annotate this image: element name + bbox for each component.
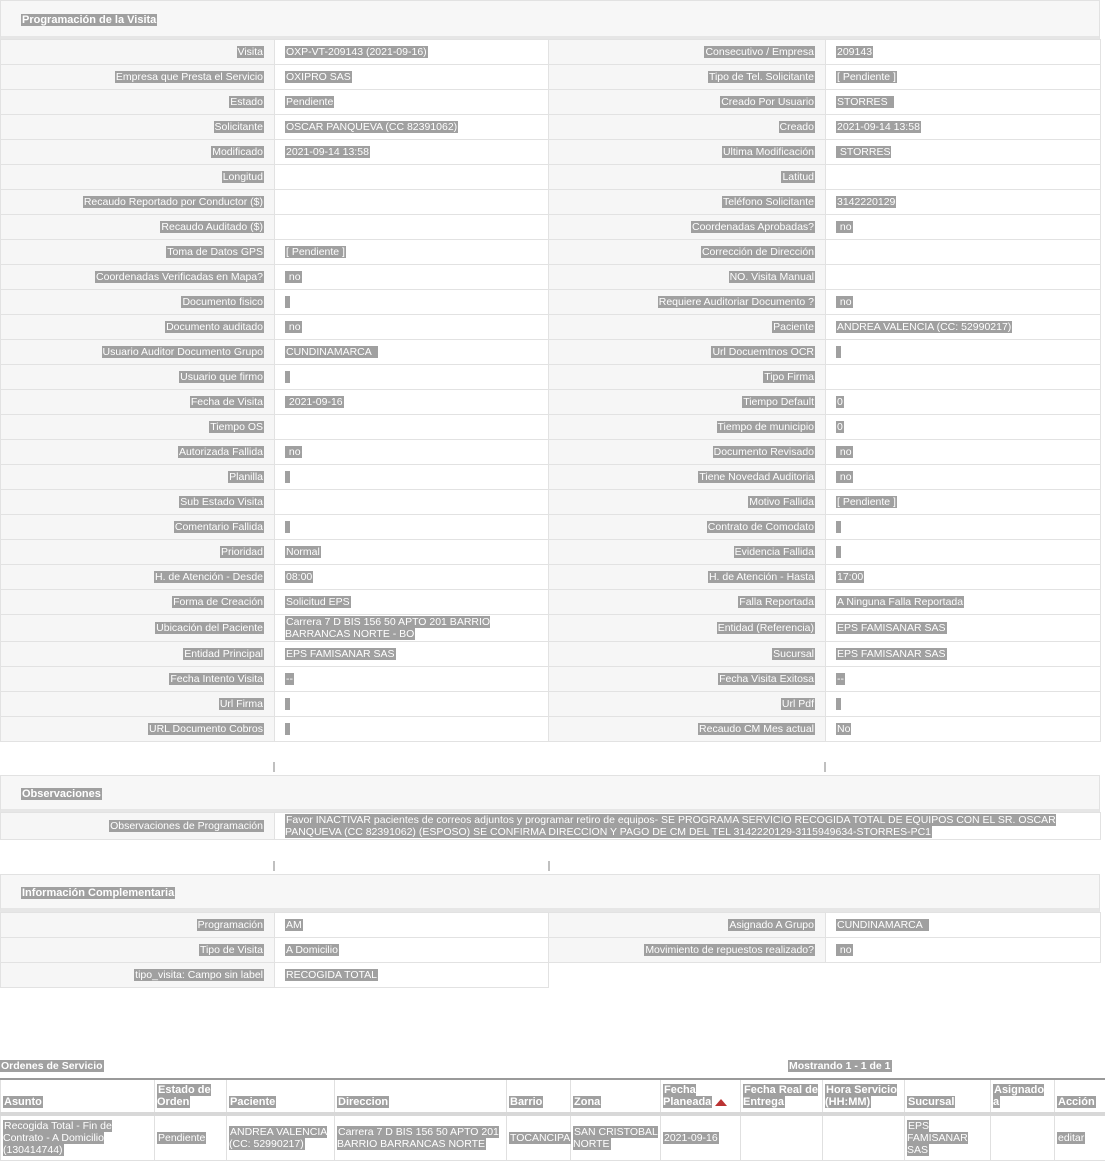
field-label-consecutivo-empresa: Consecutivo / Empresa — [549, 40, 826, 65]
field-value-contrato-de-comodato — [826, 515, 1101, 540]
column-header-zona[interactable]: Zona — [571, 1079, 661, 1114]
field-label-asignado-a-grupo: Asignado A Grupo — [549, 913, 826, 938]
field-label-ubicacion-del-paciente: Ubicación del Paciente — [1, 615, 275, 642]
detail-row — [1, 365, 1101, 390]
column-header-asunto[interactable]: Asunto — [1, 1079, 155, 1114]
field-label-autorizada-fallida: Autorizada Fallida — [1, 440, 275, 465]
field-label-contrato-de-comodato: Contrato de Comodato — [549, 515, 826, 540]
field-value-forma-de-creacion: Solicitud EPS — [275, 590, 549, 615]
section-header-programacion — [0, 0, 1100, 40]
field-label-entidad-referencia: Entidad (Referencia) — [549, 615, 826, 642]
field-value-consecutivo-empresa: 209143 — [826, 40, 1101, 65]
field-label-url-documento-cobros: URL Documento Cobros — [1, 717, 275, 742]
section-header-complementaria — [0, 874, 1100, 912]
field-value-evidencia-fallida — [826, 540, 1101, 565]
field-label: Observaciones de Programación — [1, 813, 275, 840]
field-value-usuario-auditor-documento-grupo: CUNDINAMARCA — [275, 340, 549, 365]
sort-ascending-icon[interactable] — [715, 1099, 727, 1106]
field-value-documento-revisado: no — [826, 440, 1101, 465]
programacion-table — [0, 39, 1101, 742]
field-label-sucursal: Sucursal — [549, 642, 826, 667]
field-label-tipo-de-tel-solicitante: Tipo de Tel. Solicitante — [549, 65, 826, 90]
complementaria-table — [0, 912, 1101, 988]
field-value-telefono-solicitante: 3142220129 — [826, 190, 1101, 215]
field-value-correccion-de-direccion — [826, 240, 1101, 265]
field-value-requiere-auditoriar-documento: no — [826, 290, 1101, 315]
field-value-ubicacion-del-paciente: Carrera 7 D BIS 156 50 APTO 201 BARRIO BARRANCAS NORTE - BO — [275, 615, 549, 642]
detail-row — [1, 40, 1101, 65]
field-label-telefono-solicitante: Teléfono Solicitante — [549, 190, 826, 215]
field-label-visita: Visita — [1, 40, 275, 65]
field-label-requiere-auditoriar-documento: Requiere Auditoriar Documento ? — [549, 290, 826, 315]
field-value-url-documento-cobros — [275, 717, 549, 742]
field-label-tiempo-os: Tiempo OS — [1, 415, 275, 440]
field-value-visita: OXP-VT-209143 (2021-09-16) — [275, 40, 549, 65]
detail-row — [1, 565, 1101, 590]
field-label-estado: Estado — [1, 90, 275, 115]
field-value-tipo-firma — [826, 365, 1101, 390]
field-label-sub-estado-visita: Sub Estado Visita — [1, 490, 275, 515]
detail-row — [1, 717, 1101, 742]
detail-row — [1, 140, 1101, 165]
column-resize-handle[interactable] — [824, 762, 826, 772]
field-label-prioridad: Prioridad — [1, 540, 275, 565]
field-label-forma-de-creacion: Forma de Creación — [1, 590, 275, 615]
cell-direccion: Carrera 7 D BIS 156 50 APTO 201 BARRIO BARRANCAS NORTE — [335, 1114, 507, 1161]
column-header-direccion[interactable]: Direccion — [335, 1079, 507, 1114]
field-label-longitud: Longitud — [1, 165, 275, 190]
field-label-fecha-de-visita: Fecha de Visita — [1, 390, 275, 415]
field-label-falla-reportada: Falla Reportada — [549, 590, 826, 615]
field-value-empresa-que-presta-el-servicio: OXIPRO SAS — [275, 65, 549, 90]
field-value-tipo-de-visita: A Domicilio — [275, 938, 549, 963]
cell-zona: SAN CRISTOBAL NORTE — [571, 1114, 661, 1161]
column-resize-handle[interactable] — [273, 762, 275, 772]
field-label-documento-revisado: Documento Revisado — [549, 440, 826, 465]
field-label-url-docuemtnos-ocr: Url Docuemtnos OCR — [549, 340, 826, 365]
field-label-no-visita-manual: NO. Visita Manual — [549, 265, 826, 290]
field-label-usuario-que-firmo: Usuario que firmo — [1, 365, 275, 390]
field-value-motivo-fallida: [ Pendiente ] — [826, 490, 1101, 515]
cell-fecha-planeada: 2021-09-16 — [661, 1114, 741, 1161]
detail-row — [1, 115, 1101, 140]
field-value-asignado-a-grupo: CUNDINAMARCA — [826, 913, 1101, 938]
field-value-entidad-principal: EPS FAMISANAR SAS — [275, 642, 549, 667]
detail-row — [1, 315, 1101, 340]
section-title: Información Complementaria — [22, 887, 175, 899]
detail-row — [1, 415, 1101, 440]
field-value-movimiento-de-repuestos-realizado: no — [826, 938, 1101, 963]
detail-row — [1, 938, 1101, 963]
field-label-creado-por-usuario: Creado Por Usuario — [549, 90, 826, 115]
field-value-documento-fisico — [275, 290, 549, 315]
field-label-creado: Creado — [549, 115, 826, 140]
column-resize-handle[interactable] — [548, 861, 550, 871]
detail-row — [1, 340, 1101, 365]
field-value-tipo-de-tel-solicitante: [ Pendiente ] — [826, 65, 1101, 90]
field-value-tiempo-de-municipio: 0 — [826, 415, 1101, 440]
field-value-tiempo-os — [275, 415, 549, 440]
column-header-barrio[interactable]: Barrio — [507, 1079, 571, 1114]
detail-row — [1, 240, 1101, 265]
cell-paciente: ANDREA VALENCIA (CC: 52990217) — [227, 1114, 335, 1161]
detail-row — [1, 65, 1101, 90]
field-label-recaudo-cm-mes-actual: Recaudo CM Mes actual — [549, 717, 826, 742]
field-label-documento-fisico: Documento fisico — [1, 290, 275, 315]
field-label-usuario-auditor-documento-grupo: Usuario Auditor Documento Grupo — [1, 340, 275, 365]
field-value-programacion: AM — [275, 913, 549, 938]
field-label-modificado: Modificado — [1, 140, 275, 165]
field-label-coordenadas-aprobadas: Coordenadas Aprobadas? — [549, 215, 826, 240]
field-value-url-docuemtnos-ocr — [826, 340, 1101, 365]
field-label-tipo-de-visita: Tipo de Visita — [1, 938, 275, 963]
detail-row — [1, 667, 1101, 692]
field-label-tipo-visita-campo-sin-label: tipo_visita: Campo sin label — [1, 963, 275, 988]
column-resize-handle[interactable] — [273, 861, 275, 871]
field-value-fecha-de-visita: 2021-09-16 — [275, 390, 549, 415]
field-label-tiempo-de-municipio: Tiempo de municipio — [549, 415, 826, 440]
column-header-sucursal[interactable]: Sucursal — [905, 1079, 991, 1114]
field-label-entidad-principal: Entidad Principal — [1, 642, 275, 667]
field-value-no-visita-manual — [826, 265, 1101, 290]
detail-row — [1, 215, 1101, 240]
field-value-toma-de-datos-gps: [ Pendiente ] — [275, 240, 549, 265]
detail-row — [1, 540, 1101, 565]
field-value-coordenadas-verificadas-en-mapa: no — [275, 265, 549, 290]
detail-row — [1, 515, 1101, 540]
field-value-autorizada-fallida: no — [275, 440, 549, 465]
detail-row — [1, 692, 1101, 717]
field-label-tiempo-default: Tiempo Default — [549, 390, 826, 415]
field-label-recaudo-auditado: Recaudo Auditado ($) — [1, 215, 275, 240]
field-label-motivo-fallida: Motivo Fallida — [549, 490, 826, 515]
column-header-accion[interactable]: Acción — [1055, 1079, 1105, 1114]
cell-sucursal: EPS FAMISANAR SAS — [905, 1114, 991, 1161]
field-value-comentario-fallida — [275, 515, 549, 540]
field-label-movimiento-de-repuestos-realizado: Movimiento de repuestos realizado? — [549, 938, 826, 963]
column-header-paciente[interactable]: Paciente — [227, 1079, 335, 1114]
field-label-empresa-que-presta-el-servicio: Empresa que Presta el Servicio — [1, 65, 275, 90]
cell-hora-servicio-hh-mm — [823, 1114, 905, 1161]
field-label-tipo-firma: Tipo Firma — [549, 365, 826, 390]
edit-link[interactable]: editar — [1055, 1114, 1105, 1161]
field-label-paciente: Paciente — [549, 315, 826, 340]
column-header-estado-de-orden[interactable]: Estado de Orden — [155, 1079, 227, 1114]
field-label-h-de-atencion-desde: H. de Atención - Desde — [1, 565, 275, 590]
field-label-correccion-de-direccion: Corrección de Dirección — [549, 240, 826, 265]
field-value-usuario-que-firmo — [275, 365, 549, 390]
field-value-recaudo-auditado — [275, 215, 549, 240]
field-label-programacion: Programación — [1, 913, 275, 938]
field-value-falla-reportada: A Ninguna Falla Reportada — [826, 590, 1101, 615]
field-value-coordenadas-aprobadas: no — [826, 215, 1101, 240]
section-title: Programación de la Visita — [22, 14, 157, 26]
field-value-ultima-modificacion: STORRES — [826, 140, 1101, 165]
field-label-fecha-visita-exitosa: Fecha Visita Exitosa — [549, 667, 826, 692]
field-label-fecha-intento-visita: Fecha Intento Visita — [1, 667, 275, 692]
detail-row — [1, 913, 1101, 938]
field-value-sucursal: EPS FAMISANAR SAS — [826, 642, 1101, 667]
detail-row — [1, 390, 1101, 415]
observaciones-value: Favor INACTIVAR pacientes de correos adjuntos y programar retiro de equipos- SE PROGRAMA SERVICIO RECOGIDA TOTAL DE EQUIPOS CON EL SR. OSCAR PANQUEVA (CC 82391062) (ESPOSO) SE CONFIRMA DIRECCION Y PAGO DE CM DEL TEL 3142220129-3115949634-STORRES-PC1 — [275, 813, 1101, 840]
field-value-recaudo-reportado-por-conductor — [275, 190, 549, 215]
field-label-planilla: Planilla — [1, 465, 275, 490]
cell-asignado-a — [991, 1114, 1055, 1161]
detail-row — [1, 190, 1101, 215]
detail-row — [1, 590, 1101, 615]
field-value-recaudo-cm-mes-actual: No — [826, 717, 1101, 742]
cell-fecha-real-de-entrega — [741, 1114, 823, 1161]
section-header-observaciones — [0, 775, 1100, 813]
field-value-entidad-referencia: EPS FAMISANAR SAS — [826, 615, 1101, 642]
detail-row — [1, 165, 1101, 190]
detail-row — [1, 265, 1101, 290]
field-value-tiene-novedad-auditoria: no — [826, 465, 1101, 490]
field-value-modificado: 2021-09-14 13:58 — [275, 140, 549, 165]
field-label-evidencia-fallida: Evidencia Fallida — [549, 540, 826, 565]
detail-row — [1, 963, 1101, 988]
field-value-creado-por-usuario: STORRES — [826, 90, 1101, 115]
section-title: Observaciones — [22, 788, 101, 800]
orders-count: Mostrando 1 - 1 de 1 — [789, 1060, 891, 1072]
field-value-fecha-visita-exitosa: -- — [826, 667, 1101, 692]
field-value-url-firma — [275, 692, 549, 717]
detail-row — [1, 615, 1101, 642]
observaciones-table — [0, 812, 1101, 840]
field-value-h-de-atencion-hasta: 17:00 — [826, 565, 1101, 590]
field-value-solicitante: OSCAR PANQUEVA (CC 82391062) — [275, 115, 549, 140]
field-value-latitud — [826, 165, 1101, 190]
field-label-url-pdf: Url Pdf — [549, 692, 826, 717]
field-value-longitud — [275, 165, 549, 190]
column-header-hora-servicio-hh-mm[interactable]: Hora Servicio (HH:MM) — [823, 1079, 905, 1114]
field-label-documento-auditado: Documento auditado — [1, 315, 275, 340]
field-value-creado: 2021-09-14 13:58 — [826, 115, 1101, 140]
field-value-tiempo-default: 0 — [826, 390, 1101, 415]
column-header-fecha-real-de-entrega[interactable]: Fecha Real de Entrega — [741, 1079, 823, 1114]
field-label-h-de-atencion-hasta: H. de Atención - Hasta — [549, 565, 826, 590]
detail-row — [1, 90, 1101, 115]
field-label-recaudo-reportado-por-conductor: Recaudo Reportado por Conductor ($) — [1, 190, 275, 215]
column-header-fecha-planeada[interactable]: Fecha Planeada — [661, 1079, 741, 1114]
field-value-url-pdf — [826, 692, 1101, 717]
field-label-solicitante: Solicitante — [1, 115, 275, 140]
field-label-comentario-fallida: Comentario Fallida — [1, 515, 275, 540]
cell-barrio: TOCANCIPA — [507, 1114, 571, 1161]
detail-row — [1, 440, 1101, 465]
field-label-latitud: Latitud — [549, 165, 826, 190]
field-value-fecha-intento-visita: -- — [275, 667, 549, 692]
cell-asunto: Recogida Total - Fin de Contrato - A Domicilio (130414744) — [1, 1114, 155, 1161]
field-label-url-firma: Url Firma — [1, 692, 275, 717]
field-value-prioridad: Normal — [275, 540, 549, 565]
field-value-h-de-atencion-desde: 08:00 — [275, 565, 549, 590]
field-value-tipo-visita-campo-sin-label: RECOGIDA TOTAL — [275, 963, 549, 988]
field-label-tiene-novedad-auditoria: Tiene Novedad Auditoria — [549, 465, 826, 490]
detail-row — [1, 465, 1101, 490]
field-value-estado: Pendiente — [275, 90, 549, 115]
cell-estado-de-orden: Pendiente — [155, 1114, 227, 1161]
detail-row — [1, 490, 1101, 515]
table-row — [1, 1114, 1105, 1161]
detail-row — [1, 290, 1101, 315]
field-value-documento-auditado: no — [275, 315, 549, 340]
field-label-coordenadas-verificadas-en-mapa: Coordenadas Verificadas en Mapa? — [1, 265, 275, 290]
field-label-ultima-modificacion: Ultima Modificación — [549, 140, 826, 165]
column-header-asignado-a[interactable]: Asignado a — [991, 1079, 1055, 1114]
orders-table — [0, 1078, 1105, 1161]
orders-title: Ordenes de Servicio — [1, 1060, 103, 1072]
field-value-planilla — [275, 465, 549, 490]
field-label-toma-de-datos-gps: Toma de Datos GPS — [1, 240, 275, 265]
field-value-sub-estado-visita — [275, 490, 549, 515]
detail-row — [1, 642, 1101, 667]
field-value-paciente: ANDREA VALENCIA (CC: 52990217) — [826, 315, 1101, 340]
